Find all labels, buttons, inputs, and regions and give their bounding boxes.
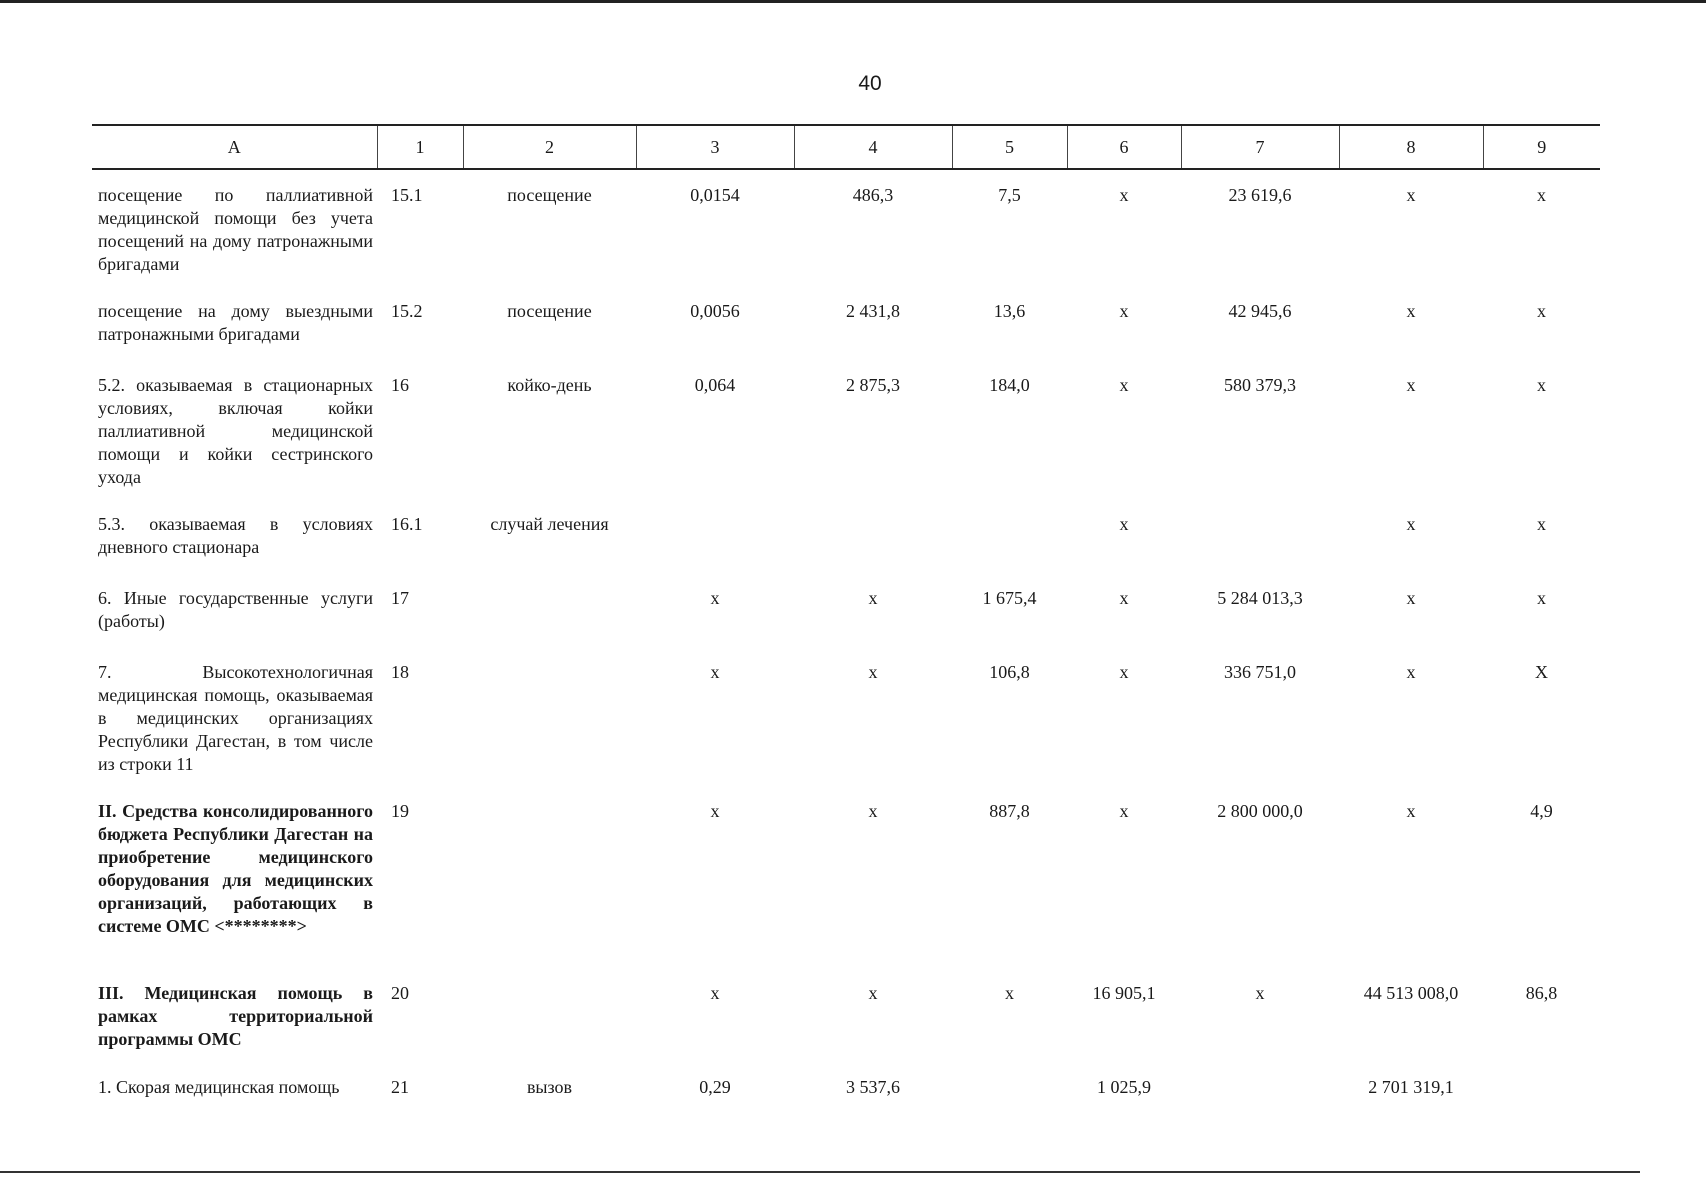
cell-unit: вызов	[526, 1077, 573, 1097]
cell-row-number: 16.1	[391, 514, 423, 534]
cell-row-number: 15.1	[391, 185, 423, 205]
cell-col-8: х	[1406, 514, 1416, 534]
cell-col-3: 0,064	[694, 375, 736, 395]
cell-col-9: 4,9	[1530, 801, 1553, 821]
cell-col-9: х	[1537, 185, 1546, 205]
header-row	[92, 125, 1600, 169]
cell-col-6: 1 025,9	[1097, 1077, 1151, 1097]
header-cell-8: 8	[1339, 125, 1483, 169]
table-row	[92, 647, 1600, 786]
cell-col-6: х	[1119, 375, 1129, 395]
cell-col-7: 580 379,3	[1224, 375, 1296, 395]
row-name: 7. Высокотехнологичная медицинская помощь, оказываемая в медицинских организациях Республики Дагестан, в том числе из строки 11	[98, 662, 373, 774]
table-row	[92, 786, 1600, 968]
header-cell-4: 4	[794, 125, 952, 169]
cell-col-8: 44 513 008,0	[1363, 983, 1459, 1003]
cell-col-6: х	[1119, 301, 1129, 321]
cell-col-9: 86,8	[1525, 983, 1558, 1003]
table-row	[92, 968, 1600, 1062]
cell-col-5: 106,8	[989, 662, 1030, 682]
cell-col-8: 2 701 319,1	[1368, 1077, 1454, 1097]
cell-col-7	[1181, 1062, 1339, 1116]
row-name: III. Медицинская помощь в рамках территориальной программы ОМС	[98, 983, 373, 1049]
cell-col-9: х	[1537, 588, 1546, 608]
row-name: II. Средства консолидированного бюджета Республики Дагестан на приобретение медицинского оборудования для медицинских организаций, работающих в системе ОМС <********>	[98, 801, 373, 936]
cell-col-7: 23 619,6	[1228, 185, 1292, 205]
cell-col-7: 336 751,0	[1224, 662, 1296, 682]
cell-col-4: 3 537,6	[846, 1077, 900, 1097]
cell-col-6: 16 905,1	[1092, 983, 1156, 1003]
cell-col-7: 5 284 013,3	[1217, 588, 1303, 608]
cell-col-7: 42 945,6	[1228, 301, 1292, 321]
cell-row-number: 16	[391, 375, 409, 395]
page-bottom-edge	[0, 1171, 1640, 1173]
cell-col-9: х	[1537, 514, 1546, 534]
cell-col-3: х	[710, 662, 720, 682]
cell-col-9: х	[1537, 301, 1546, 321]
cell-col-3: 0,0056	[690, 301, 740, 321]
cell-col-9	[1483, 1062, 1600, 1116]
header-cell-5: 5	[952, 125, 1067, 169]
cell-col-3: 0,29	[699, 1077, 731, 1097]
cell-col-4	[794, 499, 952, 573]
table-row	[92, 573, 1600, 647]
table-row	[92, 169, 1600, 286]
cell-col-8: х	[1406, 301, 1416, 321]
row-name: посещение по паллиативной медицинской помощи без учета посещений на дому патронажными бригадами	[98, 185, 373, 274]
cell-unit	[463, 647, 636, 786]
cell-col-4: х	[868, 983, 878, 1003]
cell-col-4: х	[868, 588, 878, 608]
table-row	[92, 1062, 1600, 1116]
cell-col-4: х	[868, 801, 878, 821]
row-name: посещение на дому выездными патронажными бригадами	[98, 301, 373, 344]
cell-col-6: х	[1119, 662, 1129, 682]
table-row	[92, 286, 1600, 360]
cell-col-5: 184,0	[989, 375, 1030, 395]
cell-col-5	[952, 499, 1067, 573]
table-header	[92, 125, 1600, 169]
cell-unit: случай лечения	[490, 514, 609, 534]
cell-col-8: х	[1406, 588, 1416, 608]
cell-col-7: х	[1255, 983, 1265, 1003]
cell-unit: посещение	[507, 185, 592, 205]
cell-col-5: х	[1005, 983, 1014, 1003]
header-cell-6: 6	[1067, 125, 1181, 169]
cell-unit	[463, 786, 636, 968]
cell-col-6: х	[1119, 588, 1129, 608]
row-name: 1. Скорая медицинская помощь	[98, 1077, 340, 1097]
cell-col-6: х	[1119, 514, 1129, 534]
cell-col-4: х	[868, 662, 878, 682]
header-cell-9: 9	[1483, 125, 1600, 169]
cell-col-8: х	[1406, 801, 1416, 821]
cell-col-5: 13,6	[993, 301, 1026, 321]
cell-col-5: 7,5	[998, 185, 1021, 205]
row-name: 6. Иные государственные услуги (работы)	[98, 588, 373, 631]
cell-col-4: 2 431,8	[846, 301, 900, 321]
row-name: 5.2. оказываемая в стационарных условиях, включая койки паллиативной медицинской помощи и койки сестринского ухода	[98, 375, 373, 487]
cell-row-number: 21	[391, 1077, 409, 1097]
table-row	[92, 499, 1600, 573]
cell-col-3: х	[710, 588, 720, 608]
cell-unit	[463, 968, 636, 1062]
header-cell-7: 7	[1181, 125, 1339, 169]
cell-col-3: х	[710, 983, 720, 1003]
cell-col-3: 0,0154	[690, 185, 740, 205]
cell-col-5: 1 675,4	[982, 588, 1037, 608]
cell-col-8: х	[1406, 185, 1416, 205]
cell-col-6: х	[1119, 801, 1129, 821]
cell-col-5: 887,8	[989, 801, 1030, 821]
cell-row-number: 19	[391, 801, 409, 821]
table-body	[92, 169, 1600, 1116]
page-number: 40	[858, 72, 882, 95]
header-cell-a: А	[92, 125, 377, 169]
cell-col-3: х	[710, 801, 720, 821]
cell-col-9: х	[1537, 375, 1546, 395]
cell-col-8: х	[1406, 375, 1416, 395]
cell-unit: койко-день	[507, 375, 592, 395]
header-cell-2: 2	[463, 125, 636, 169]
table-row	[92, 360, 1600, 499]
cell-col-6: х	[1119, 185, 1129, 205]
header-cell-3: 3	[636, 125, 794, 169]
cell-col-4: 2 875,3	[846, 375, 900, 395]
cell-unit: посещение	[507, 301, 592, 321]
cell-col-7	[1181, 499, 1339, 573]
cell-col-5	[952, 1062, 1067, 1116]
cell-row-number: 17	[391, 588, 409, 608]
cell-unit	[463, 573, 636, 647]
cell-col-9: Х	[1535, 662, 1548, 682]
cell-row-number: 15.2	[391, 301, 423, 321]
cell-row-number: 18	[391, 662, 409, 682]
data-table	[92, 124, 1600, 1116]
page-top-edge	[0, 0, 1706, 3]
cell-col-7: 2 800 000,0	[1217, 801, 1303, 821]
row-name: 5.3. оказываемая в условиях дневного стационара	[98, 514, 373, 557]
header-cell-1: 1	[377, 125, 463, 169]
cell-col-8: х	[1406, 662, 1416, 682]
cell-col-4: 486,3	[852, 185, 894, 205]
cell-col-3	[636, 499, 794, 573]
cell-row-number: 20	[391, 983, 409, 1003]
